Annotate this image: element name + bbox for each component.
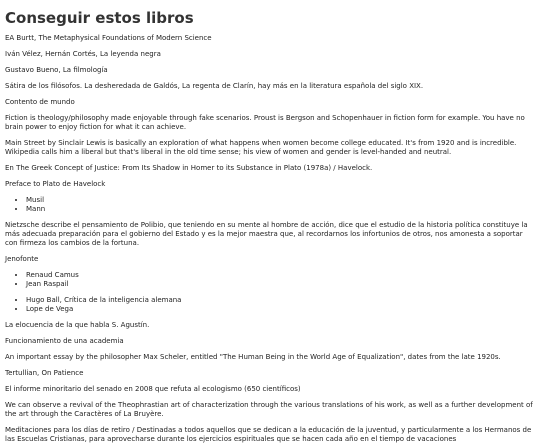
page-title: Conseguir estos libros	[5, 9, 194, 27]
note-meditaciones: Meditaciones para los días de retiro / Destinadas a todos aquellos que se dedican a la educación de la juventud, y particularmente a los Hermanos de las Escuelas Cristianas, para aprovecharse durante los ejercicios espirituales que se hacen cada año en el tiempo de vacaciones	[5, 426, 532, 443]
note-jenofonte: Jenofonte	[5, 255, 39, 263]
note-theophrastus: We can observe a revival of the Theophrastian art of characterization through the various translations of his work, as well as a further development of the art through the Caractères of La Bruyère.	[5, 401, 533, 418]
author-list-2	[5, 271, 534, 289]
note-preface-plato: Preface to Plato de Havelock	[5, 180, 106, 188]
author-list-3	[5, 296, 534, 314]
list-item: • Lope de Vega	[26, 305, 534, 314]
list-item: • Mann	[26, 205, 534, 214]
note-velez: Iván Vélez, Hernán Cortés, La leyenda negra	[5, 50, 161, 58]
note-tertullian: Tertullian, On Patience	[5, 369, 84, 377]
note-bueno: Gustavo Bueno, La filmología	[5, 66, 108, 74]
note-main-street: Main Street by Sinclair Lewis is basically an exploration of what happens when women become college educated. It's from 1920 and is incredible. Wikipedia calls him a liberal but that's liberal in the old time sense; his view of women and gender is level-handed and neutral.	[5, 139, 517, 156]
note-greek-justice: En The Greek Concept of Justice: From Its Shadow in Homer to its Substance in Plato (1978a) / Havelock.	[5, 164, 373, 172]
list-item: • Jean Raspail	[26, 280, 534, 289]
list-item: • Musil	[26, 196, 534, 205]
list-item: • Renaud Camus	[26, 271, 534, 280]
note-scheler: An important essay by the philosopher Max Scheler, entitled "The Human Being in the World Age of Equalization", dates from the late 1920s.	[5, 353, 501, 361]
note-agustin: La elocuencia de la que habla S. Agustín.	[5, 321, 150, 329]
note-satira: Sátira de los filósofos. La desheredada de Galdós, La regenta de Clarín, hay más en la literatura española del siglo XIX.	[5, 82, 424, 90]
note-senado: El informe minoritario del senado en 2008 que refuta al ecologismo (650 científicos)	[5, 385, 301, 393]
note-fiction: Fiction is theology/philosophy made enjoyable through fake scenarios. Proust is Bergson and Schopenhauer in fiction form for example. You have no brain power to enjoy fiction for what it can achieve.	[5, 114, 525, 131]
note-contento: Contento de mundo	[5, 98, 75, 106]
list-item: • Hugo Ball, Crítica de la inteligencia alemana	[26, 296, 534, 305]
note-nietzsche: Nietzsche describe el pensamiento de Polibio, que teniendo en su mente al hombre de acción, dice que el estudio de la historia política constituye la más adecuada preparación para el gobierno del Estado y es la mejor maestra que, al recordarnos los infortunios de otros, nos amonesta a soportar con firmeza los cambios de la fortuna.	[5, 221, 528, 247]
note-burtt: EA Burtt, The Metaphysical Foundations of Modern Science	[5, 34, 212, 42]
note-academia: Funcionamiento de una academia	[5, 337, 124, 345]
author-list-1	[5, 196, 534, 214]
